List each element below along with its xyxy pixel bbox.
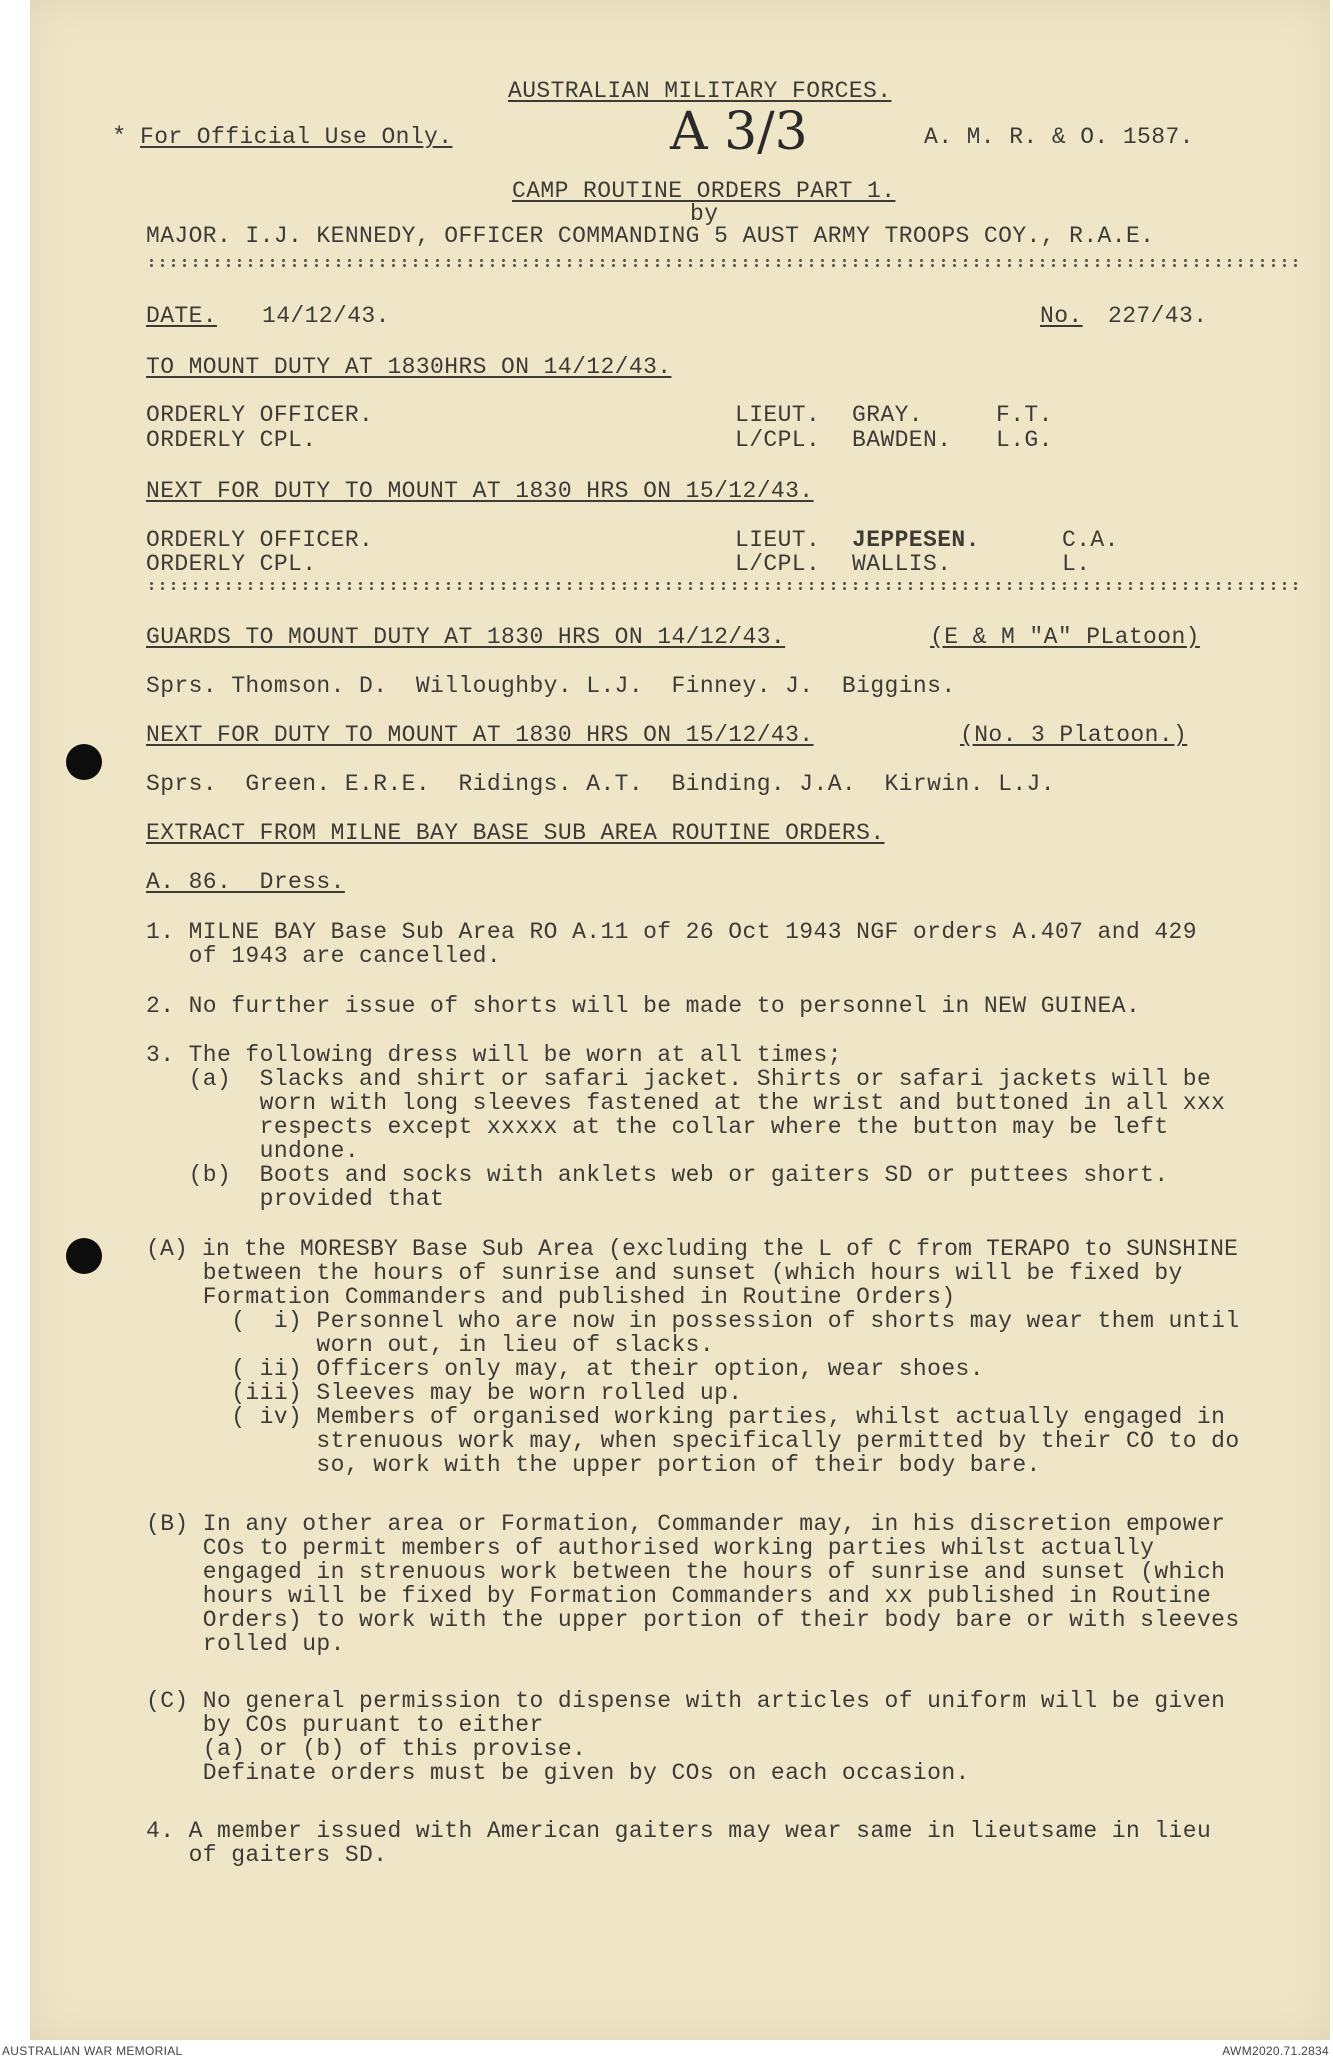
order-line: Definate orders must be given by COs on each occasion. xyxy=(146,1760,970,1786)
amr-reference: A. M. R. & O. 1587. xyxy=(924,124,1194,150)
duty-name: WALLIS. xyxy=(852,551,952,577)
duty-initials: L. xyxy=(1062,551,1091,577)
extract-subheading: A. 86. Dress. xyxy=(146,869,345,895)
order-line: COs to permit members of authorised working parties whilst actually xyxy=(146,1535,1155,1561)
order-line: provided that xyxy=(146,1186,445,1212)
order-line: 3. The following dress will be worn at all times; xyxy=(146,1042,842,1068)
guards-heading: GUARDS TO MOUNT DUTY AT 1830 HRS ON 14/12/43. xyxy=(146,624,786,650)
duty-role: ORDERLY CPL. xyxy=(146,551,317,577)
next-guards-heading: NEXT FOR DUTY TO MOUNT AT 1830 HRS ON 15/12/43. xyxy=(146,722,814,748)
duty-initials: F.T. xyxy=(996,402,1053,428)
by-label: by xyxy=(690,201,719,227)
duty-initials: L.G. xyxy=(996,427,1053,453)
order-line: of 1943 are cancelled. xyxy=(146,943,502,969)
duty-name: BAWDEN. xyxy=(852,427,952,453)
order-line: worn out, in lieu of slacks. xyxy=(146,1332,715,1358)
order-line: hours will be fixed by Formation Commanders and xx published in Routine xyxy=(146,1583,1212,1609)
order-line: ( iv) Members of organised working parties, whilst actually engaged in xyxy=(146,1404,1226,1430)
punch-hole xyxy=(66,744,102,780)
order-line: Formation Commanders and published in Routine Orders) xyxy=(146,1284,956,1310)
separator xyxy=(146,581,1304,591)
order-line: (iii) Sleeves may be worn rolled up. xyxy=(146,1380,743,1406)
orders-heading: CAMP ROUTINE ORDERS PART 1. xyxy=(512,178,896,204)
next-guards-names: Sprs. Green. E.R.E. Ridings. A.T. Binding. J.A. Kirwin. L.J. xyxy=(146,771,1055,797)
duty-role: ORDERLY CPL. xyxy=(146,427,317,453)
order-line: (B) In any other area or Formation, Commander may, in his discretion empower xyxy=(146,1511,1226,1537)
asterisk-mark: * xyxy=(112,124,127,151)
order-line: 4. A member issued with American gaiters may wear same in lieutsame in lieu xyxy=(146,1818,1212,1844)
next-guards-platoon: (No. 3 Platoon.) xyxy=(960,722,1188,748)
duty-name: GRAY. xyxy=(852,402,924,428)
duty-rank: LIEUT. xyxy=(735,402,821,428)
date-label: DATE. xyxy=(146,303,218,329)
footer-credit: AUSTRALIAN WAR MEMORIAL xyxy=(2,2044,183,2058)
next-duty-heading: NEXT FOR DUTY TO MOUNT AT 1830 HRS ON 15/12/43. xyxy=(146,478,814,504)
guards-names: Sprs. Thomson. D. Willoughby. L.J. Finney. J. Biggins. xyxy=(146,673,956,699)
document-title: AUSTRALIAN MILITARY FORCES. xyxy=(508,78,892,104)
official-use-label: For Official Use Only. xyxy=(140,124,453,150)
duty-heading: TO MOUNT DUTY AT 1830HRS ON 14/12/43. xyxy=(146,354,672,380)
duty-role: ORDERLY OFFICER. xyxy=(146,402,374,428)
order-number-value: 227/43. xyxy=(1108,303,1208,329)
duty-rank: L/CPL. xyxy=(735,427,821,453)
order-line: (A) in the MORESBY Base Sub Area (excluding the L of C from TERAPO to SUNSHINE xyxy=(146,1236,1239,1262)
order-line: (a) or (b) of this provise. xyxy=(146,1736,587,1762)
officer-commanding-line: MAJOR. I.J. KENNEDY, OFFICER COMMANDING 5 AUST ARMY TROOPS COY., R.A.E. xyxy=(146,223,1155,249)
extract-heading: EXTRACT FROM MILNE BAY BASE SUB AREA ROUTINE ORDERS. xyxy=(146,820,885,846)
order-line: (C) No general permission to dispense with articles of uniform will be given xyxy=(146,1688,1226,1714)
punch-hole xyxy=(66,1238,102,1274)
order-line: so, work with the upper portion of their body bare. xyxy=(146,1452,1041,1478)
duty-rank: L/CPL. xyxy=(735,551,821,577)
order-line: 2. No further issue of shorts will be made to personnel in NEW GUINEA. xyxy=(146,993,1141,1019)
footer-accession-number: AWM2020.71.2834 xyxy=(1222,2044,1329,2058)
duty-name: JEPPESEN. xyxy=(852,527,980,553)
order-line: of gaiters SD. xyxy=(146,1842,388,1868)
order-line: (b) Boots and socks with anklets web or gaiters SD or puttees short. xyxy=(146,1162,1169,1188)
order-line: respects except xxxxx at the collar where the button may be left xyxy=(146,1114,1169,1140)
order-line: ( i) Personnel who are now in possession of shorts may wear them until xyxy=(146,1308,1240,1334)
separator xyxy=(146,258,1304,268)
order-line: engaged in strenuous work between the hours of sunrise and sunset (which xyxy=(146,1559,1226,1585)
date-value: 14/12/43. xyxy=(262,303,390,329)
order-line: (a) Slacks and shirt or safari jacket. Shirts or safari jackets will be xyxy=(146,1066,1212,1092)
order-line: worn with long sleeves fastened at the wrist and buttoned in all xxx xyxy=(146,1090,1226,1116)
order-line: rolled up. xyxy=(146,1631,345,1657)
duty-initials: C.A. xyxy=(1062,527,1119,553)
order-line: undone. xyxy=(146,1138,360,1164)
handwritten-reference: A 3/3 xyxy=(670,102,808,162)
duty-rank: LIEUT. xyxy=(735,527,821,553)
order-line: 1. MILNE BAY Base Sub Area RO A.11 of 26 Oct 1943 NGF orders A.407 and 429 xyxy=(146,919,1197,945)
order-line: Orders) to work with the upper portion of their body bare or with sleeves xyxy=(146,1607,1240,1633)
order-line: between the hours of sunrise and sunset (which hours will be fixed by xyxy=(146,1260,1183,1286)
order-line: strenuous work may, when specifically permitted by their CO to do xyxy=(146,1428,1240,1454)
order-line: ( ii) Officers only may, at their option, wear shoes. xyxy=(146,1356,984,1382)
order-number-label: No. xyxy=(1040,303,1083,329)
order-line: by COs puruant to either xyxy=(146,1712,544,1738)
duty-role: ORDERLY OFFICER. xyxy=(146,527,374,553)
guards-platoon: (E & M "A" PLatoon) xyxy=(930,624,1200,650)
